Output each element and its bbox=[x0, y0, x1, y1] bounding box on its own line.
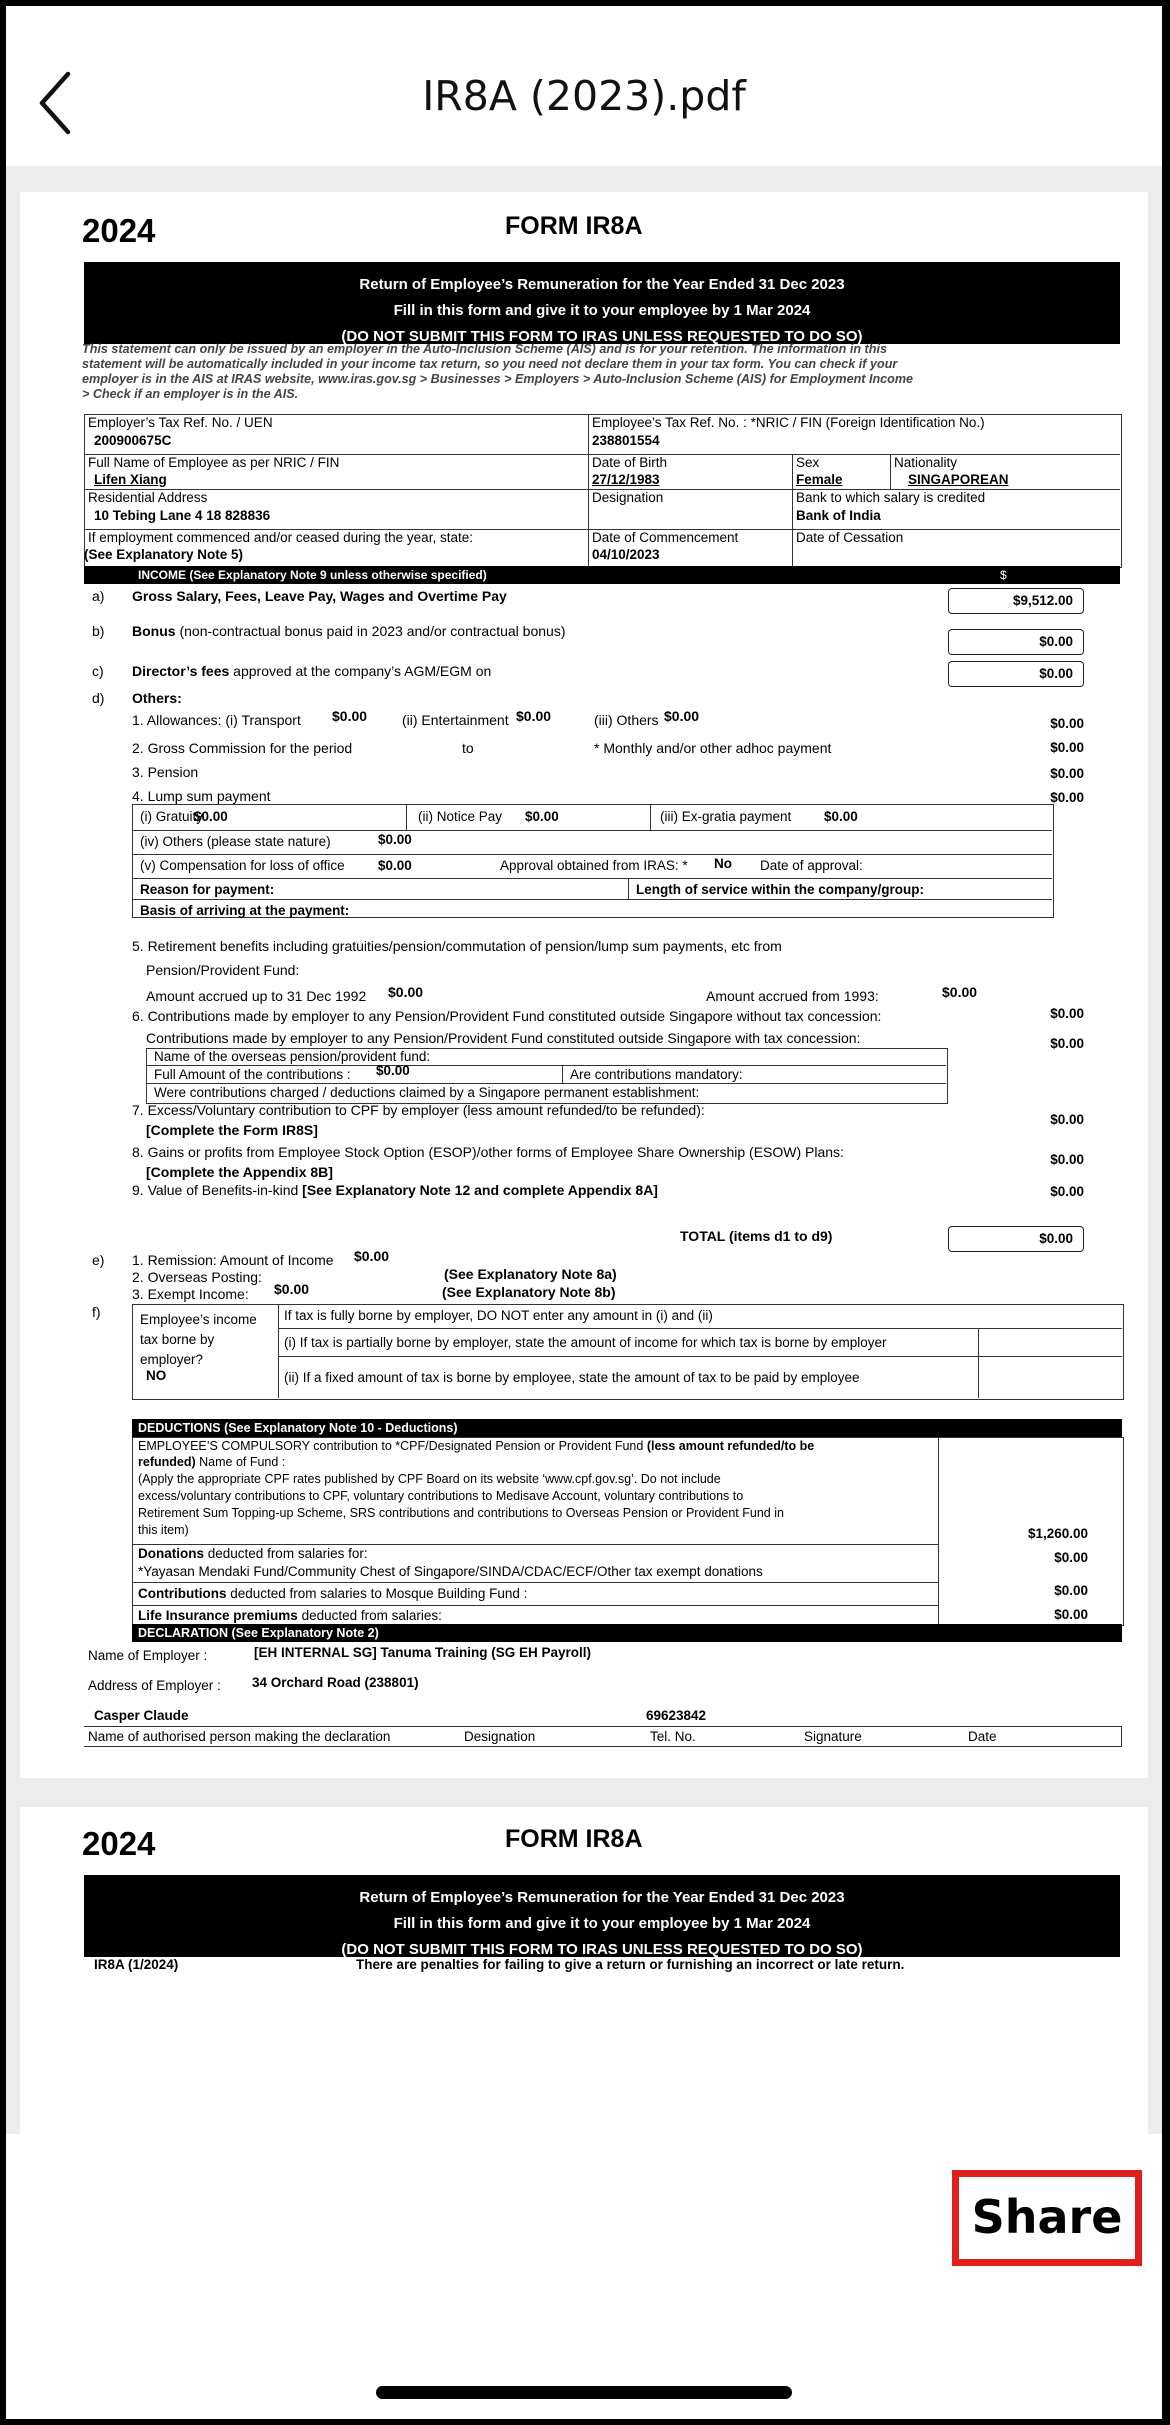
overseas-posting-note: (See Explanatory Note 8a) bbox=[444, 1266, 617, 1282]
allowances-value: $0.00 bbox=[1050, 716, 1084, 731]
pdf-viewer[interactable] bbox=[6, 166, 1162, 2134]
exempt-income-note: (See Explanatory Note 8b) bbox=[442, 1284, 616, 1300]
tax-borne-question-3: employer? bbox=[140, 1352, 204, 1367]
lump-sum-label: 4. Lump sum payment bbox=[132, 788, 271, 804]
notice-line: This statement can only be issued by an employer in the Auto-Inclusion Scheme (AIS) and is for your retention. The information in this bbox=[82, 342, 887, 356]
designation-label: Designation bbox=[592, 490, 664, 505]
nationality-label: Nationality bbox=[894, 455, 958, 470]
cpf-line-3: (Apply the appropriate CPF rates published by CPF Board on its website ‘www.cpf.gov.sg’. Do not include bbox=[138, 1472, 721, 1486]
date-commencement: 04/10/2023 bbox=[592, 547, 660, 562]
exgratia-label: (iii) Ex-gratia payment bbox=[660, 809, 792, 824]
ais-notice bbox=[82, 342, 913, 402]
residential-address: 10 Tebing Lane 4 18 828836 bbox=[94, 508, 271, 523]
header-line-3: (DO NOT SUBMIT THIS FORM TO IRAS UNLESS REQUESTED TO DO SO) bbox=[341, 328, 863, 345]
cpf-line-6: this item) bbox=[138, 1523, 189, 1537]
length-of-service-label: Length of service within the company/group: bbox=[636, 882, 925, 897]
commission-to: to bbox=[462, 740, 474, 756]
gratuity-label: (i) Gratuity bbox=[140, 809, 204, 824]
form-title: FORM IR8A bbox=[505, 212, 643, 240]
form-year: 2024 bbox=[82, 212, 156, 249]
deductions-header bbox=[132, 1419, 1122, 1437]
total-value: $0.00 bbox=[948, 1226, 1084, 1252]
date-commencement-label: Date of Commencement bbox=[592, 530, 739, 545]
bonus-bold: Bonus bbox=[132, 623, 176, 639]
cpf-line-5: Retirement Sum Topping-up Scheme, SRS contributions and contributions to Overseas Pension or Provident Fund in bbox=[138, 1506, 784, 1520]
employer-name: [EH INTERNAL SG] Tanuma Training (SG EH Payroll) bbox=[254, 1645, 592, 1660]
donations-label bbox=[138, 1546, 368, 1561]
phone-screen bbox=[6, 6, 1162, 2419]
reason-label: Reason for payment: bbox=[140, 882, 275, 897]
others-label: Others: bbox=[132, 690, 182, 706]
sig-designation-label: Designation bbox=[464, 1729, 536, 1744]
full-amount-value: $0.00 bbox=[376, 1063, 410, 1078]
exgratia: $0.00 bbox=[824, 809, 858, 824]
form-year: 2024 bbox=[82, 1825, 156, 1862]
exempt-income-value: $0.00 bbox=[274, 1281, 310, 1297]
cpf-line-4: excess/voluntary contributions to CPF, voluntary contributions to Medisave Account, voluntary contributions to bbox=[138, 1489, 744, 1503]
bank: Bank of India bbox=[796, 508, 881, 523]
document-title: IR8A (2023).pdf bbox=[422, 72, 746, 120]
mosque-contributions-rest: deducted from salaries to Mosque Building Fund : bbox=[230, 1586, 528, 1601]
employee-tax-ref: 238801554 bbox=[592, 433, 660, 448]
item-letter: c) bbox=[92, 663, 104, 679]
approval-label: Approval obtained from IRAS: * bbox=[500, 858, 688, 873]
lump-sum-value: $0.00 bbox=[1050, 790, 1084, 805]
item-letter: f) bbox=[92, 1304, 101, 1320]
sig-signature-label: Signature bbox=[804, 1729, 862, 1744]
employer-address: 34 Orchard Road (238801) bbox=[252, 1675, 419, 1690]
declaration-header bbox=[132, 1624, 1122, 1642]
remission-label: 1. Remission: Amount of Income bbox=[132, 1252, 334, 1268]
header-line-1: Return of Employee’s Remuneration for the Year Ended 31 Dec 2023 bbox=[359, 1889, 845, 1906]
employer-name-label: Name of Employer : bbox=[88, 1648, 208, 1663]
cpf-line-2b: Name of Fund : bbox=[199, 1455, 286, 1469]
contrib-without-concession-value: $0.00 bbox=[1050, 1006, 1084, 1021]
commenced-note: (See Explanatory Note 5) bbox=[84, 547, 244, 562]
mosque-contributions-label bbox=[138, 1586, 527, 1601]
others-nature-value: $0.00 bbox=[378, 832, 412, 847]
compensation-value: $0.00 bbox=[378, 858, 412, 873]
donations-value: $0.00 bbox=[1054, 1550, 1088, 1565]
retirement-line-2: Pension/Provident Fund: bbox=[146, 962, 300, 978]
cpf-line-2 bbox=[138, 1455, 285, 1469]
gratuity: $0.00 bbox=[194, 809, 228, 824]
transport-allowance: $0.00 bbox=[332, 708, 368, 724]
employee-tax-ref-label: Employee’s Tax Ref. No. : *NRIC / FIN (Foreign Identification No.) bbox=[592, 415, 985, 430]
employee-name: Lifen Xiang bbox=[94, 472, 167, 487]
cpf-line-2a: refunded) bbox=[138, 1455, 196, 1469]
viewer-header bbox=[6, 6, 1162, 166]
esop-value: $0.00 bbox=[1050, 1152, 1084, 1167]
bonus-label bbox=[132, 623, 566, 639]
commission-note: * Monthly and/or other adhoc payment bbox=[594, 740, 832, 756]
sig-name-label: Name of authorised person making the declaration bbox=[88, 1729, 391, 1744]
address-label: Residential Address bbox=[88, 490, 208, 505]
sex: Female bbox=[796, 472, 843, 487]
sex-label: Sex bbox=[796, 455, 820, 470]
header-line-2: Fill in this form and give it to your employee by 1 Mar 2024 bbox=[393, 302, 811, 319]
esop-line-2: [Complete the Appendix 8B] bbox=[146, 1164, 333, 1180]
item-letter: b) bbox=[92, 623, 105, 639]
home-indicator[interactable] bbox=[376, 2386, 792, 2399]
tax-borne-question-2: tax borne by bbox=[140, 1332, 215, 1347]
penalty-note: There are penalties for failing to give a return or furnishing an incorrect or late return. bbox=[356, 1957, 905, 1972]
others-nature-label: (iv) Others (please state nature) bbox=[140, 834, 331, 849]
authorised-person: Casper Claude bbox=[94, 1708, 189, 1723]
employer-tax-ref-label: Employer’s Tax Ref. No. / UEN bbox=[88, 415, 273, 430]
directors-fees-value: $0.00 bbox=[948, 661, 1084, 687]
other-allowance: $0.00 bbox=[664, 708, 700, 724]
life-insurance-rest: deducted from salaries: bbox=[301, 1608, 442, 1623]
allowances-label: 1. Allowances: (i) Transport bbox=[132, 712, 301, 728]
commission-value: $0.00 bbox=[1050, 740, 1084, 755]
tax-borne-option-3: (ii) If a fixed amount of tax is borne by employee, state the amount of tax to be paid by employee bbox=[284, 1370, 860, 1385]
header-line-2: Fill in this form and give it to your employee by 1 Mar 2024 bbox=[393, 1915, 811, 1932]
entertainment-label: (ii) Entertainment bbox=[402, 712, 509, 728]
contrib-without-concession: 6. Contributions made by employer to any Pension/Provident Fund constituted outside Singapore without tax concession: bbox=[132, 1008, 882, 1024]
retirement-line-1: 5. Retirement benefits including gratuities/pension/commutation of pension/lump sum payments, etc from bbox=[132, 938, 782, 954]
exempt-income-label: 3. Exempt Income: bbox=[132, 1286, 249, 1302]
gross-salary-value: $9,512.00 bbox=[948, 588, 1084, 614]
notice-pay: $0.00 bbox=[525, 809, 559, 824]
employee-name-label: Full Name of Employee as per NRIC / FIN bbox=[88, 455, 340, 470]
accrued-1992-value: $0.00 bbox=[388, 984, 424, 1000]
other-allowance-label: (iii) Others bbox=[594, 712, 659, 728]
form-code: IR8A (1/2024) bbox=[94, 1957, 179, 1972]
pdf-page-1 bbox=[20, 192, 1148, 1778]
header-line-1: Return of Employee’s Remuneration for the Year Ended 31 Dec 2023 bbox=[359, 276, 845, 293]
nationality: SINGAPOREAN bbox=[908, 472, 1009, 487]
accrued-1993-value: $0.00 bbox=[942, 984, 978, 1000]
declaration-header-text: DECLARATION (See Explanatory Note 2) bbox=[138, 1626, 379, 1640]
fund-name-label: Name of the overseas pension/provident fund: bbox=[154, 1049, 431, 1064]
directors-fees-bold: Director’s fees bbox=[132, 663, 230, 679]
benefits-in-kind-label bbox=[132, 1182, 658, 1198]
excess-cpf-line-1: 7. Excess/Voluntary contribution to CPF by employer (less amount refunded/to be refunded): bbox=[132, 1102, 705, 1118]
entertainment-allowance: $0.00 bbox=[516, 708, 552, 724]
donations-bold: Donations bbox=[138, 1546, 204, 1561]
cpf-line-1 bbox=[138, 1439, 814, 1453]
esop-line-1: 8. Gains or profits from Employee Stock Option (ESOP)/other forms of Employee Share Ownership (ESOW) Plans: bbox=[132, 1144, 844, 1160]
share-button[interactable]: Share bbox=[952, 2170, 1142, 2266]
tax-borne-option-1: If tax is fully borne by employer, DO NOT enter any amount in (i) and (ii) bbox=[284, 1308, 713, 1323]
tax-borne-option-2: (i) If tax is partially borne by employer, state the amount of income for which tax is borne by employer bbox=[284, 1335, 887, 1350]
header-line-3: (DO NOT SUBMIT THIS FORM TO IRAS UNLESS REQUESTED TO DO SO) bbox=[341, 1941, 863, 1958]
accrued-1993-label: Amount accrued from 1993: bbox=[706, 988, 879, 1004]
benefits-in-kind-text: 9. Value of Benefits-in-kind bbox=[132, 1182, 299, 1198]
commission-label: 2. Gross Commission for the period bbox=[132, 740, 353, 756]
cpf-line-1a: EMPLOYEE’S COMPULSORY contribution to *CPF/Designated Pension or Provident Fund bbox=[138, 1439, 644, 1453]
life-insurance-label bbox=[138, 1608, 442, 1623]
excess-cpf-value: $0.00 bbox=[1050, 1112, 1084, 1127]
sig-tel-label: Tel. No. bbox=[650, 1729, 696, 1744]
notice-pay-label: (ii) Notice Pay bbox=[418, 809, 503, 824]
notice-line: > Check if an employer is in the AIS. bbox=[82, 387, 299, 401]
cpf-line-1b: (less amount refunded/to be bbox=[646, 1439, 815, 1453]
income-header-text: INCOME (See Explanatory Note 9 unless otherwise specified) bbox=[138, 568, 487, 582]
commenced-label: If employment commenced and/or ceased during the year, state: bbox=[88, 530, 473, 545]
overseas-posting-label: 2. Overseas Posting: bbox=[132, 1269, 262, 1285]
notice-line: employer is in the AIS at IRAS website, www.iras.gov.sg > Businesses > Employers > Auto-Inclusion Scheme (AIS) for Employment Income bbox=[82, 372, 914, 386]
notice-line: statement will be automatically included in your income tax return, so you need not declare them in your tax form. You can check if your bbox=[82, 357, 898, 371]
dob-label: Date of Birth bbox=[592, 455, 668, 470]
directors-fees-label bbox=[132, 663, 491, 679]
item-letter: a) bbox=[92, 588, 105, 604]
mosque-contributions-value: $0.00 bbox=[1054, 1583, 1088, 1598]
tax-borne-question-1: Employee’s income bbox=[140, 1312, 257, 1327]
benefits-in-kind-bold: [See Explanatory Note 12 and complete Appendix 8A] bbox=[302, 1182, 658, 1198]
tax-borne-answer: NO bbox=[146, 1368, 167, 1383]
life-insurance-bold: Life Insurance premiums bbox=[138, 1608, 298, 1623]
bank-label: Bank to which salary is credited bbox=[796, 490, 986, 505]
form-title: FORM IR8A bbox=[505, 1825, 643, 1853]
pension-value: $0.00 bbox=[1050, 766, 1084, 781]
cpf-value: $1,260.00 bbox=[1027, 1526, 1088, 1541]
deductions-header-text: DEDUCTIONS (See Explanatory Note 10 - Deductions) bbox=[138, 1421, 458, 1435]
item-letter: e) bbox=[92, 1252, 105, 1268]
mosque-contributions-bold: Contributions bbox=[138, 1586, 227, 1601]
dollar-sign: $ bbox=[1000, 568, 1007, 582]
total-label: TOTAL (items d1 to d9) bbox=[680, 1228, 833, 1244]
approval-date-label: Date of approval: bbox=[760, 858, 863, 873]
item-letter: d) bbox=[92, 690, 105, 706]
donations-line-2: *Yayasan Mendaki Fund/Community Chest of Singapore/SINDA/CDAC/ECF/Other tax exempt donations bbox=[138, 1564, 763, 1579]
form-header-band bbox=[84, 262, 1120, 344]
approval-value: No bbox=[714, 856, 732, 871]
life-insurance-value: $0.00 bbox=[1054, 1607, 1088, 1622]
charged-label: Were contributions charged / deductions claimed by a Singapore permanent establishment: bbox=[154, 1085, 700, 1100]
accrued-1992-label: Amount accrued up to 31 Dec 1992 bbox=[146, 988, 367, 1004]
gross-salary-label: Gross Salary, Fees, Leave Pay, Wages and Overtime Pay bbox=[132, 588, 507, 604]
directors-fees-rest: approved at the company’s AGM/EGM on bbox=[233, 663, 492, 679]
contrib-with-concession-value: $0.00 bbox=[1050, 1036, 1084, 1051]
compensation-label: (v) Compensation for loss of office bbox=[140, 858, 345, 873]
pdf-page-2 bbox=[20, 1807, 1148, 2134]
pension-label: 3. Pension bbox=[132, 764, 199, 780]
income-header bbox=[84, 566, 1120, 584]
excess-cpf-line-2: [Complete the Form IR8S] bbox=[146, 1122, 318, 1138]
dob: 27/12/1983 bbox=[592, 472, 660, 487]
telephone: 69623842 bbox=[646, 1708, 707, 1723]
form-header-band bbox=[84, 1875, 1120, 1957]
full-amount-label: Full Amount of the contributions : bbox=[154, 1067, 351, 1082]
sig-date-label: Date bbox=[968, 1729, 997, 1744]
remission-value: $0.00 bbox=[354, 1248, 390, 1264]
benefits-in-kind-value: $0.00 bbox=[1050, 1184, 1084, 1199]
basis-label: Basis of arriving at the payment: bbox=[140, 903, 350, 918]
mandatory-label: Are contributions mandatory: bbox=[570, 1067, 743, 1082]
employer-address-label: Address of Employer : bbox=[88, 1678, 221, 1693]
bonus-value: $0.00 bbox=[948, 629, 1084, 655]
date-cessation-label: Date of Cessation bbox=[796, 530, 904, 545]
employer-tax-ref: 200900675C bbox=[94, 433, 172, 448]
donations-rest: deducted from salaries for: bbox=[207, 1546, 368, 1561]
bonus-rest: (non-contractual bonus paid in 2023 and/or contractual bonus) bbox=[179, 623, 566, 639]
contrib-with-concession: Contributions made by employer to any Pension/Provident Fund constituted outside Singapore with tax concession: bbox=[146, 1030, 861, 1046]
